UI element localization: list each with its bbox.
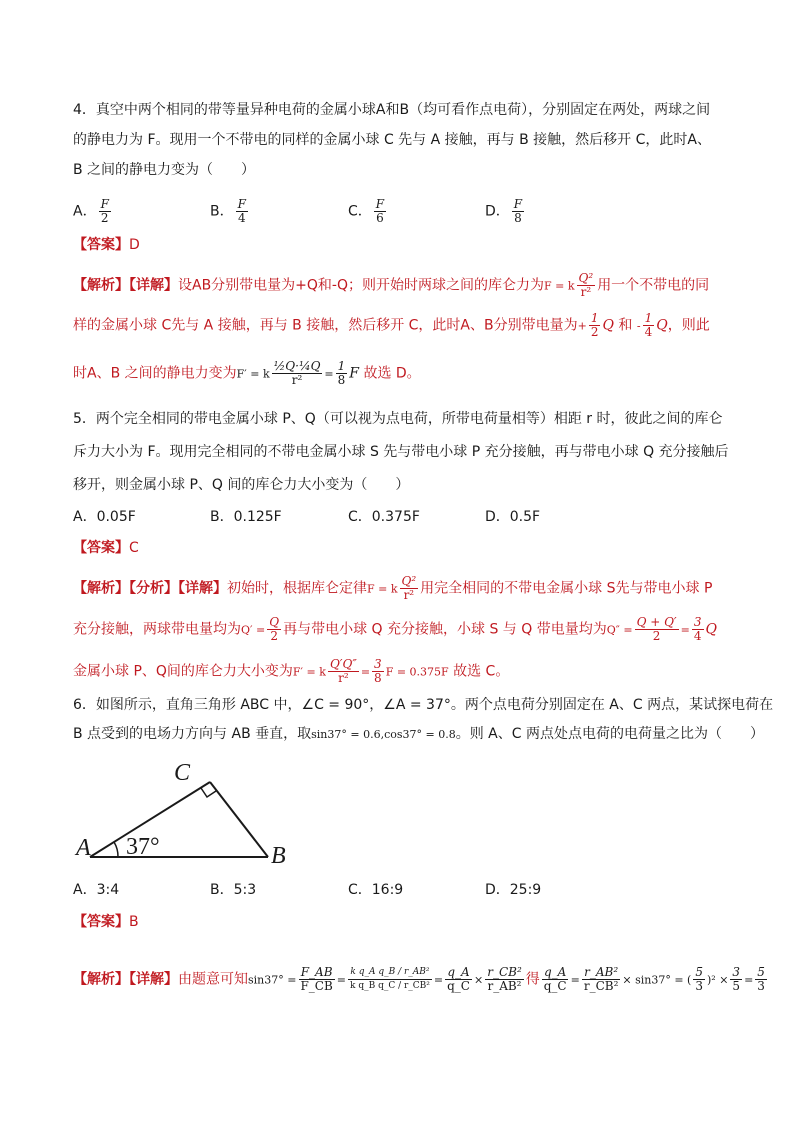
q4-explanation-1: 【解析】【详解】设AB分别带电量为+Q和-Q；则开始时两球之间的库仑力为F = k $\frac{\text{Q²}}{\text{r²}}$ 用一个不带电的同 [73, 271, 710, 299]
q4-answer: 【答案】D [73, 237, 140, 253]
right-triangle-figure [70, 756, 300, 871]
q4-option-a: A． $\frac{F}{2}$ [73, 197, 109, 225]
q4-line-3: B 之间的静电力变为（ ） [73, 162, 256, 178]
q5-explanation-3: 金属小球 P、Q间的库仑力大小变为F′ = k $\frac{Q'Q''}{\text{r²}}$ = $\frac{3}{8}$ F = 0.375F 故选 C。 [73, 657, 510, 685]
side-cb [210, 782, 268, 857]
q6-explanation: 【解析】【详解】由题意可知sin37° = $\frac{F\_AB}{F\_CB}$ = $\frac{\text{k q\_A q\_B / r\_AB²}}{\text{k q\_B q\_C / r\_CB²}}$ = $\frac{q\_A}{q\_C}$ × $\frac{\text{r\_CB²}}{\text{r\_AB²}}$ 得 $\frac{q\_A}{q\_C}$ = $\frac{\text{r\_AB²}}{\text{r\_CB²}}$ × sin37° = ( $\frac{5}{3}$ )² × $\frac{3}{5}$ = $\frac{5}{3}$ [73, 965, 765, 993]
q5-option-a: A．0.05F [73, 509, 136, 525]
q6-answer: 【答案】B [73, 914, 139, 930]
q5-line-1: 5．两个完全相同的带电金属小球 P、Q（可以视为点电荷，所带电荷量相等）相距 r 时，彼此之间的库仑 [73, 411, 723, 427]
q6-option-a: A．3:4 [73, 882, 120, 898]
right-angle-mark [201, 788, 216, 797]
q5-option-b: B．0.125F [210, 509, 282, 525]
q5-line-3: 移开，则金属小球 P、Q 间的库仑力大小变为（ ） [73, 477, 410, 493]
q6-option-c: C．16:9 [348, 882, 404, 898]
q5-option-d: D．0.5F [485, 509, 541, 525]
q6-option-d: D．25:9 [485, 882, 542, 898]
vertex-label-c: C [174, 760, 191, 786]
q4-option-d: D． $\frac{F}{8}$ [485, 197, 523, 225]
q4-line-2: 的静电力为 F。现用一个不带电的同样的金属小球 C 先与 A 接触，再与 B 接触，然后移开 C，此时A、 [73, 132, 711, 148]
angle-arc [114, 842, 118, 857]
q4-option-b: B． $\frac{F}{4}$ [210, 197, 246, 225]
q6-option-b: B．5:3 [210, 882, 257, 898]
q6-line-1: 6．如图所示，直角三角形 ABC 中，∠C = 90°，∠A = 37°。两个点电荷分别固定在 A、C 两点，某试探电荷在 [73, 697, 774, 713]
q4-line-1: 4．真空中两个相同的带等量异种电荷的金属小球A和B（均可看作点电荷），分别固定在两处，两球之间 [73, 102, 711, 118]
q5-line-2: 斥力大小为 F。现用完全相同的不带电金属小球 S 先与带电小球 P 充分接触，再与带电小球 Q 充分接触后 [73, 444, 729, 460]
q4-explanation-2: 样的金属小球 C先与 A 接触，再与 B 接触，然后移开 C，此时A、B分别带电量为+ $\frac{1}{2}$ Q 和 - $\frac{1}{4}$ Q，则此 [73, 311, 710, 339]
angle-label: 37° [126, 834, 160, 860]
q5-answer: 【答案】C [73, 540, 139, 556]
vertex-label-a: A [76, 835, 91, 861]
vertex-label-b: B [271, 843, 286, 869]
q6-line-2: B 点受到的电场力方向与 AB 垂直，取sin37° = 0.6,cos37° = 0.8。则 A、C 两点处点电荷的电荷量之比为（ ） [73, 726, 764, 742]
q5-explanation-1: 【解析】【分析】【详解】初始时，根据库仑定律F = k $\frac{\text{Q²}}{\text{r²}}$ 用完全相同的不带电金属小球 S先与带电小球 P [73, 574, 713, 602]
q4-option-c: C． $\frac{F}{6}$ [348, 197, 385, 225]
q5-explanation-2: 充分接触，两球带电量均为Q′ = $\frac{Q}{2}$ 再与带电小球 Q 充分接触，小球 S 与 Q 带电量均为Q″ = $\frac{Q + Q'}{2}$ = $\frac{3}{4}$ Q [73, 615, 717, 643]
q5-option-c: C．0.375F [348, 509, 420, 525]
q4-explanation-3: 时A、B 之间的静电力变为F′ = k $\frac{\text{½Q·¼Q}}{\text{r²}}$ = $\frac{1}{8}$ F 故选 D。 [73, 359, 421, 387]
